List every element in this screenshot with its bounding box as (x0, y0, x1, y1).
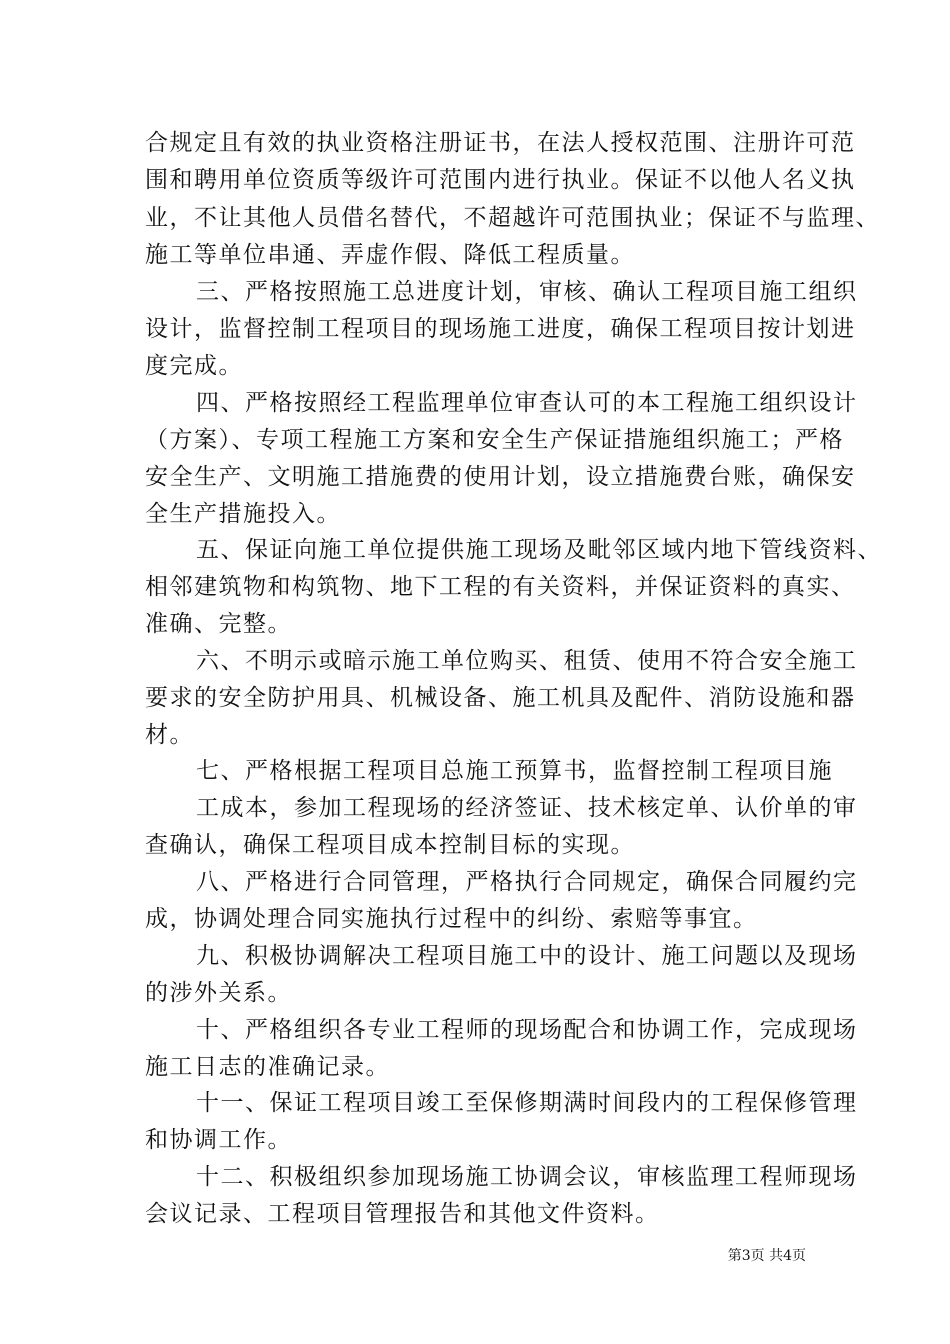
paragraph-line: 九、积极协调解决工程项目施工中的设计、施工问题以及现场 (196, 943, 858, 969)
paragraph-line: 十、严格组织各专业工程师的现场配合和协调工作，完成现场 (196, 1017, 858, 1043)
paragraph-line: 施工日志的准确记录。 (145, 1054, 390, 1080)
paragraph-line: 相邻建筑物和构筑物、地下工程的有关资料，并保证资料的真实、 (145, 574, 856, 600)
paragraph-line: 三、严格按照施工总进度计划，审核、确认工程项目施工组织 (196, 279, 858, 305)
paragraph-line: 度完成。 (145, 353, 243, 379)
paragraph-line: 业，不让其他人员借名替代，不超越许可范围执业；保证不与监理、 (145, 205, 880, 231)
paragraph-line: 材。 (145, 722, 194, 748)
paragraph-line: 安全生产、文明施工措施费的使用计划，设立措施费台账，确保安 (145, 464, 856, 490)
paragraph-line: 全生产措施投入。 (145, 501, 341, 527)
paragraph-line: 查确认，确保工程项目成本控制目标的实现。 (145, 832, 635, 858)
paragraph-line: 围和聘用单位资质等级许可范围内进行执业。保证不以他人名义执 (145, 167, 856, 193)
paragraph-line: 八、严格进行合同管理，严格执行合同规定，确保合同履约完 (196, 869, 858, 895)
paragraph-line: 四、严格按照经工程监理单位审查认可的本工程施工组织设计 (196, 390, 858, 416)
paragraph-line: 的涉外关系。 (145, 980, 292, 1006)
paragraph-line: 工成本，参加工程现场的经济签证、技术核定单、认价单的审 (196, 795, 858, 821)
paragraph-line: 合规定且有效的执业资格注册证书，在法人授权范围、注册许可范 (145, 130, 856, 156)
page-number-footer: 第3页 共4页 (727, 1248, 806, 1264)
paragraph-line: 五、保证向施工单位提供施工现场及毗邻区域内地下管线资料、 (196, 537, 882, 563)
paragraph-line: 和协调工作。 (145, 1127, 292, 1153)
paragraph-line: 施工等单位串通、弄虚作假、降低工程质量。 (145, 242, 635, 268)
paragraph-line: 六、不明示或暗示施工单位购买、租赁、使用不符合安全施工 (196, 648, 858, 674)
paragraph-line: 七、严格根据工程项目总施工预算书，监督控制工程项目施 (196, 758, 833, 784)
paragraph-line: 十一、保证工程项目竣工至保修期满时间段内的工程保修管理 (196, 1090, 858, 1116)
paragraph-line: 会议记录、工程项目管理报告和其他文件资料。 (145, 1201, 660, 1227)
paragraph-line: 成，协调处理合同实施执行过程中的纠纷、索赔等事宜。 (145, 906, 758, 932)
paragraph-line: 设计，监督控制工程项目的现场施工进度，确保工程项目按计划进 (145, 316, 856, 342)
paragraph-line: （方案）、专项工程施工方案和安全生产保证措施组织施工；严格 (145, 427, 844, 453)
paragraph-line: 十二、积极组织参加现场施工协调会议，审核监理工程师现场 (196, 1164, 858, 1190)
paragraph-line: 准确、完整。 (145, 611, 292, 637)
paragraph-line: 要求的安全防护用具、机械设备、施工机具及配件、消防设施和器 (145, 685, 856, 711)
